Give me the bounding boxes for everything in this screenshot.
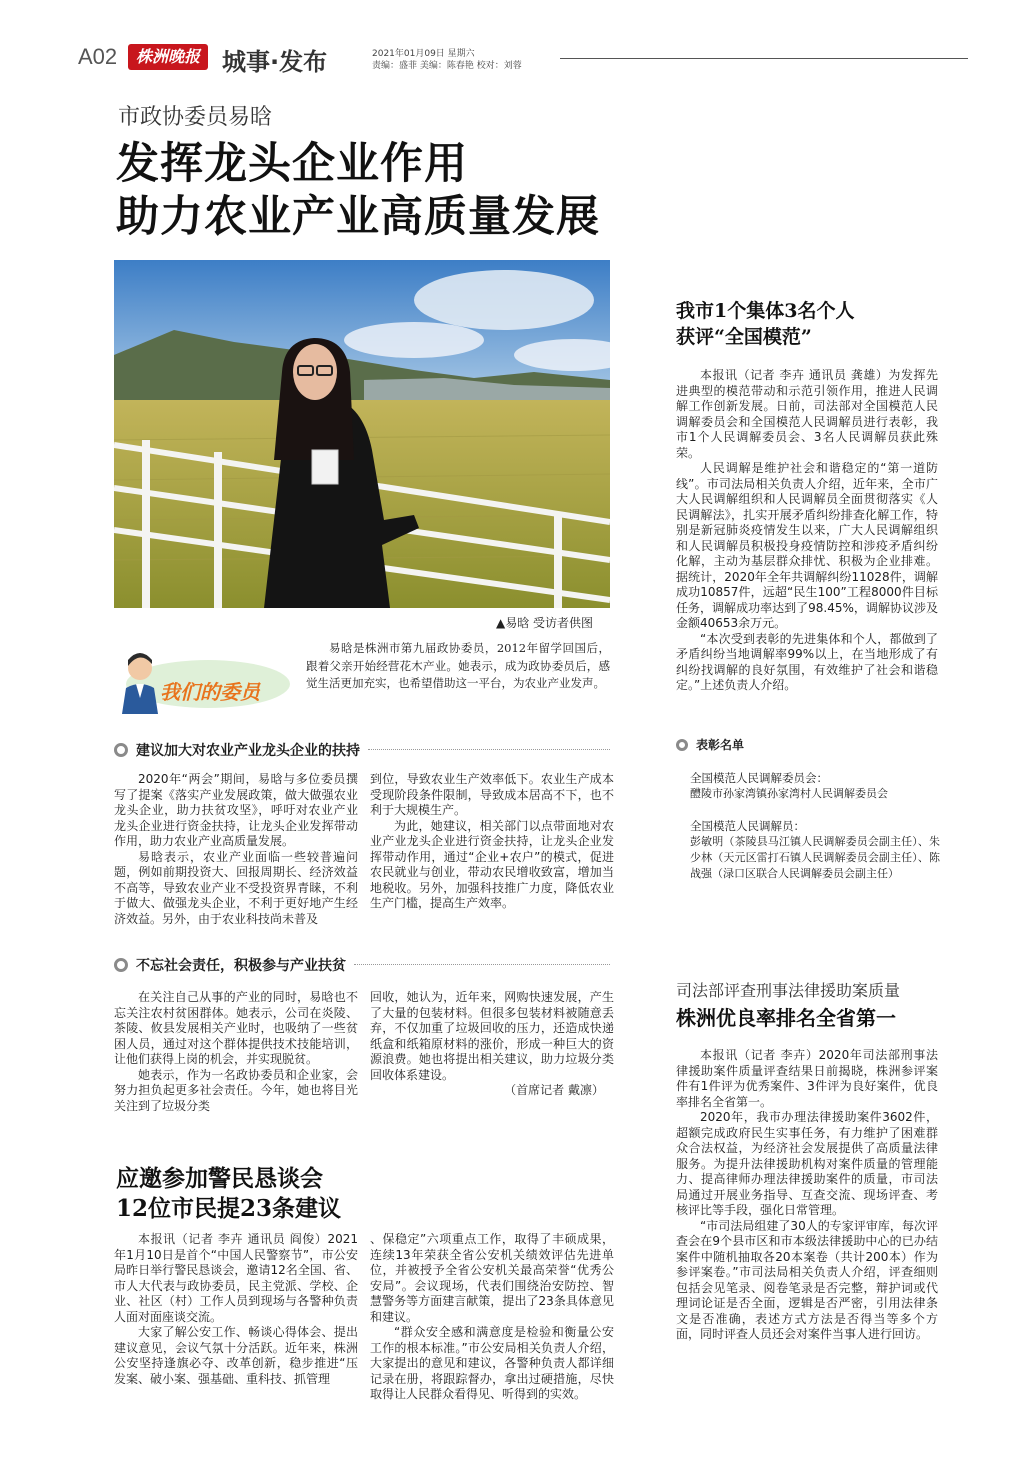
model-body: [676, 368, 938, 694]
main-kicker: 市政协委员易晗: [118, 105, 273, 130]
model-headline-line2: 获评“全国模范”: [676, 326, 812, 348]
page-number: A02: [78, 44, 118, 69]
honor-list: [690, 770, 940, 882]
page-header: [0, 0, 1033, 78]
main-byline: （首席记者 戴凛）: [504, 1083, 604, 1097]
mediator-names: 彭敏明（茶陵县马江镇人民调解委员会副主任）、朱少林（天元区雷打石镇人民调解委员会副主任）、陈战强（渌口区联合人民调解委员会副主任）: [690, 835, 940, 880]
legal-body: [676, 1048, 938, 1343]
section-divider: [354, 964, 610, 966]
police-para1: 本报讯（记者 李卉 通讯员 阎俊）2021年1月10日是首个“中国人民警察节”，市公安局昨日举行警民恳谈会，邀请12名全国、省、市人大代表与政协委员，民主党派、学校、企业、社区（村）工作人员到现场与各警种负责人面对面座谈交流。: [114, 1232, 358, 1324]
police-para2-part1: 大家了解公安工作、畅谈心得体会、提出建议意见，会议气氛十分活跃。近年来，株洲公安坚持逢旗必夺、改革创新，稳步推进“压发案、破小案、强基础、重科技、抓管理: [114, 1325, 358, 1386]
model-para1: 本报讯（记者 李卉 通讯员 龚雄）为发挥先进典型的模范带动和示范引领作用，推进人民调解工作创新发展。日前，司法部对全国模范人民调解委员会和全国模范人民调解员进行表彰，我市1个人民调解委员会、3名人民调解员获此殊荣。: [676, 368, 938, 460]
legal-kicker: 司法部评查刑事法律援助案质量: [676, 981, 901, 1000]
police-headline-line1: 应邀参加警民恳谈会: [116, 1165, 323, 1192]
header-rule: [560, 58, 968, 59]
section2-title: 不忘社会责任，积极参与产业扶贫: [136, 958, 346, 974]
section1-para1: 2020年“两会”期间，易晗与多位委员撰写了提案《落实产业发展政策，做大做强农业龙头企业，助力扶贫攻坚》，呼吁对农业产业龙头企业进行资金扶持，让龙头企业发挥带动作用，助力农业产业高质量发展。: [114, 772, 358, 848]
section1-col1: [114, 772, 358, 927]
main-headline-line2: 助力农业产业高质量发展: [116, 192, 600, 242]
legal-para3: “市司法局组建了30人的专家评审库，每次评查会在9个县市区和市本级法律援助中心的已办结案件中随机抽取各20本案卷（共计200本）作为参评案卷。”市司法局相关负责人介绍，评查细则包括会见笔录、阅卷笔录是否完整，辩护词或代理词论证是否全面，逻辑是否严密，引用法律条文是否准确，表述方式方法是否得当等多个方面，同时评查人员还会对案件当事人进行回访。: [676, 1218, 938, 1341]
mediator-label: 全国模范人民调解员：: [690, 819, 805, 833]
honor-list-header: [676, 736, 938, 753]
main-headline-line1: 发挥龙头企业作用: [116, 139, 468, 189]
police-para2-part2: 、保稳定”六项重点工作，取得了丰硕成果，连续13年荣获全省公安机关绩效评估先进单位，并被授予全省公安机关最高荣誉“优秀公安局”。会议现场，代表们围绕治安防控、智慧警务等方面建言献策，提出了23条具体意见和建议。: [370, 1232, 614, 1324]
model-para2: 人民调解是维护社会和谐稳定的“第一道防线”。市司法局相关负责人介绍，近年来，全市广大人民调解组织和人民调解员全面贯彻落实《人民调解法》，扎实开展矛盾纠纷排查化解工作，特别是新冠肺炎疫情发生以来，广大人民调解组织和人民调解员积极投身疫情防控和涉疫矛盾纠纷化解，主动为基层群众排忧、积极为企业排难。据统计，2020年全年共调解纠纷11028件，调解成功10857件，远超“民生100”工程8000件目标任务，调解成功率达到了98.45%，调解协议涉及金额40653余万元。: [676, 461, 938, 630]
section2-para1: 在关注自己从事的产业的同时，易晗也不忘关注农村贫困群体。她表示，公司在炎陵、茶陵、攸县发展相关产业时，也吸纳了一些贫困人员，通过对这个群体提供技术技能培训，让他们获得上岗的机会，并实现脱贫。: [114, 990, 358, 1066]
column-label: 我们的委员: [160, 680, 260, 704]
masthead-logo: 株洲晚报: [128, 44, 208, 70]
section1-title: 建议加大对农业产业龙头企业的扶持: [136, 743, 360, 759]
section2-header: [114, 955, 610, 975]
date-line: 2021年01月09日 星期六: [372, 49, 475, 59]
credits-line: 责编：盛菲 美编：陈春艳 校对：刘蓉: [372, 61, 522, 71]
section-divider: [368, 749, 610, 751]
police-headline-line2: 12位市民提23条建议: [116, 1195, 342, 1222]
police-col1: [114, 1232, 358, 1387]
legal-para2: 2020年，我市办理法律援助案件3602件，超额完成政府民生实事任务，有力维护了困难群众合法权益，为经济社会发展提供了高质量法律服务。为提升法律援助机构对案件质量的管理能力、提高律师办理法律援助案件的质量，市司法局通过开展业务指导、互查交流、现场评查、考核评比等手段，强化日常管理。: [676, 1110, 938, 1217]
column-badge: [112, 640, 294, 716]
photo-caption: ▲易晗 受访者供图: [496, 616, 594, 630]
section1-header: [114, 740, 610, 760]
section1-para2-part2: 到位，导致农业生产效率低下。农业生产成本受现阶段条件限制，导致成本居高不下，也不利于大规模生产。: [370, 772, 614, 817]
section2-col1: [114, 990, 358, 1114]
photo-image: [114, 260, 610, 608]
police-col2: [370, 1232, 614, 1403]
section2-para2-part2: 回收，她认为，近年来，网购快速发展，产生了大量的包装材料。但很多包装材料被随意丢弃，不仅加重了垃圾回收的压力，还造成快递纸盒和纸箱原材料的涨价，形成一种巨大的资源浪费。她也将提出相关建议，助力垃圾分类回收体系建设。: [370, 990, 614, 1082]
legal-para1: 本报讯（记者 李卉）2020年司法部刑事法律援助案件质量评查结果日前揭晓，株洲参评案件有1件评为优秀案件、3件评为良好案件，优良率排名全省第一。: [676, 1048, 938, 1109]
legal-headline: 株洲优良率排名全省第一: [676, 1006, 896, 1030]
section-bullet-icon: [114, 958, 128, 972]
section2-col2: [370, 990, 614, 1099]
police-para3: “群众安全感和满意度是检验和衡量公安工作的根本标准。”市公安局相关负责人介绍，大家提出的意见和建议，各警种负责人都详细记录在册，将跟踪督办，拿出过硬措施，尽快取得让人民群众看得见、听得到的实效。: [370, 1325, 614, 1401]
section1-col2: [370, 772, 614, 912]
section-bullet-icon: [114, 743, 128, 757]
committee-label: 全国模范人民调解委员会：: [690, 771, 828, 785]
article-photo: [114, 260, 610, 608]
honor-list-title: 表彰名单: [696, 738, 745, 752]
committee-names: 醴陵市孙家湾镇孙家湾村人民调解委员会: [690, 787, 888, 800]
section-title: 城事·发布: [222, 48, 328, 76]
model-headline-line1: 我市1个集体3名个人: [676, 300, 855, 322]
model-para3: “本次受到表彰的先进集体和个人，都做到了矛盾纠纷当地调解率99%以上，在当地形成了有纠纷找调解的良好氛围，有效维护了社会和谐稳定。”上述负责人介绍。: [676, 631, 938, 692]
section1-para3: 为此，她建议，相关部门以点带面地对农业产业龙头企业进行资金扶持，让龙头企业发挥带动作用，通过“企业+农户”的模式，促进农民就业与创业，带动农民增收致富，增加当地税收。另外，加强科技推广力度，降低农业生产门槛，提高生产效率。: [370, 818, 614, 910]
section-bullet-icon: [676, 739, 688, 751]
member-intro: 易晗是株洲市第九届政协委员，2012年留学回国后，跟着父亲开始经营花木产业。她表示，成为政协委员后，感觉生活更加充实，也希望借助这一平台，为农业产业发声。: [306, 641, 610, 690]
section2-para2-part1: 她表示，作为一名政协委员和企业家，会努力担负起更多社会责任。今年，她也将目光关注到了垃圾分类: [114, 1067, 358, 1113]
section1-para2-part1: 易晗表示，农业产业面临一些较普遍问题，例如前期投资大、回报周期长、经济效益不高等，导致农业产业不受投资界青睐，不利于做大、做强龙头企业，不利于更好地产生经济效益。另外，由于农业科技尚未普及: [114, 849, 358, 926]
